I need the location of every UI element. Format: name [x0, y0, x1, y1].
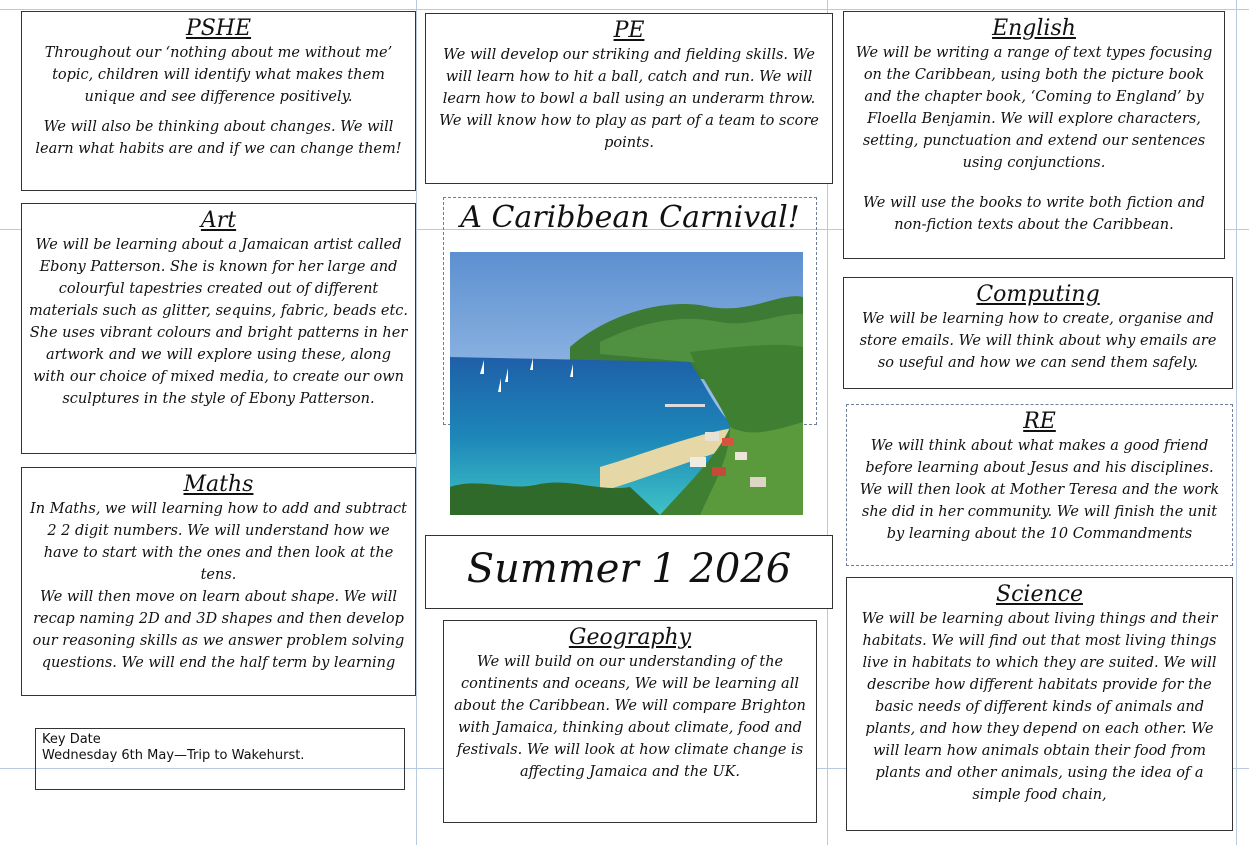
- caribbean-bay-photo: [450, 252, 803, 515]
- art-text-1: We will be learning about a Jamaican artist called Ebony Patterson. She is known for her large and colourful tapestries created out of different materials such as glitter, sequins, fabric, beads etc. She uses vibrant colours and bright patterns in her artwork and we will explore using these, along with our choice of mixed media, to create our own sculptures in the style of Ebony Patterson.: [28, 237, 409, 407]
- computing-text-1: We will be learning how to create, organise and store emails. We will think about why emails are so useful and how we can send them safely.: [859, 311, 1217, 371]
- guide-line: [0, 9, 1249, 10]
- science-box: [846, 577, 1233, 831]
- pe-text-1: We will develop our striking and fielding skills. We will learn how to hit a ball, catch and run. We will learn how to bowl a ball using an underarm throw. We will know how to play as part of a team to score points.: [439, 47, 819, 151]
- pe-heading: PE: [613, 18, 645, 43]
- re-box: [846, 404, 1233, 566]
- maths-text-2: We will then move on learn about shape. We will recap naming 2D and 3D shapes and then develop our reasoning skills as we answer problem solving questions. We will end the half term by learning: [32, 589, 405, 671]
- english-text-1: We will be writing a range of text types focusing on the Caribbean, using both the picture book and the chapter book, ‘Coming to England’ by Floella Benjamin. We will explore characters, setting, punctuation and extend our sentences using conjunctions.: [855, 45, 1213, 171]
- english-box: [843, 11, 1225, 259]
- pshe-box: [21, 11, 416, 191]
- guide-line: [416, 0, 417, 845]
- key-date-label: Key Date: [42, 732, 101, 747]
- geography-heading: Geography: [568, 625, 692, 650]
- pshe-text-1: Throughout our ‘nothing about me without me’ topic, children will identify what makes them unique and see difference positively.: [44, 45, 393, 105]
- key-date-text: Wednesday 6th May—Trip to Wakehurst.: [42, 748, 305, 763]
- art-heading: Art: [200, 208, 237, 233]
- english-text-2: We will use the books to write both fiction and non-fiction texts about the Caribbean.: [863, 195, 1205, 233]
- key-date-box: [35, 728, 405, 790]
- science-heading: Science: [996, 582, 1083, 607]
- re-heading: RE: [1023, 409, 1056, 434]
- computing-box: [843, 277, 1233, 389]
- geography-text-1: We will build on our understanding of the continents and oceans, We will be learning all about the Caribbean. We will compare Brighton with Jamaica, thinking about climate, food and festivals. We will look at how climate change is affecting Jamaica and the UK.: [454, 654, 806, 780]
- page-title: A Caribbean Carnival!: [460, 200, 800, 235]
- art-box: [21, 203, 416, 454]
- english-heading: English: [992, 16, 1076, 41]
- maths-box: [21, 467, 416, 696]
- geography-box: [443, 620, 817, 823]
- pshe-text-2: We will also be thinking about changes. We will learn what habits are and if we can change them!: [35, 119, 402, 157]
- computing-heading: Computing: [976, 282, 1100, 307]
- re-text-1: We will think about what makes a good friend before learning about Jesus and his disciplines. We will then look at Mother Teresa and the work she did in her community. We will finish the unit by learning about the 10 Commandments: [859, 438, 1220, 542]
- pshe-heading: PSHE: [185, 16, 252, 41]
- science-text-1: We will be learning about living things and their habitats. We will find out that most living things live in habitats to which they are suited. We will describe how different habitats provide for the basic needs of different kinds of animals and plants, and how they depend on each other. We will learn how animals obtain their food from plants and other animals, using the idea of a simple food chain,: [861, 611, 1218, 803]
- guide-line: [1236, 0, 1237, 845]
- pe-box: [425, 13, 833, 184]
- maths-text-1: In Maths, we will learning how to add and subtract 2 2 digit numbers. We will understand how we have to start with the ones and then look at the tens.: [30, 501, 407, 583]
- term-title: Summer 1 2026: [425, 535, 833, 609]
- maths-heading: Maths: [183, 472, 254, 497]
- landscape-image: [450, 252, 803, 515]
